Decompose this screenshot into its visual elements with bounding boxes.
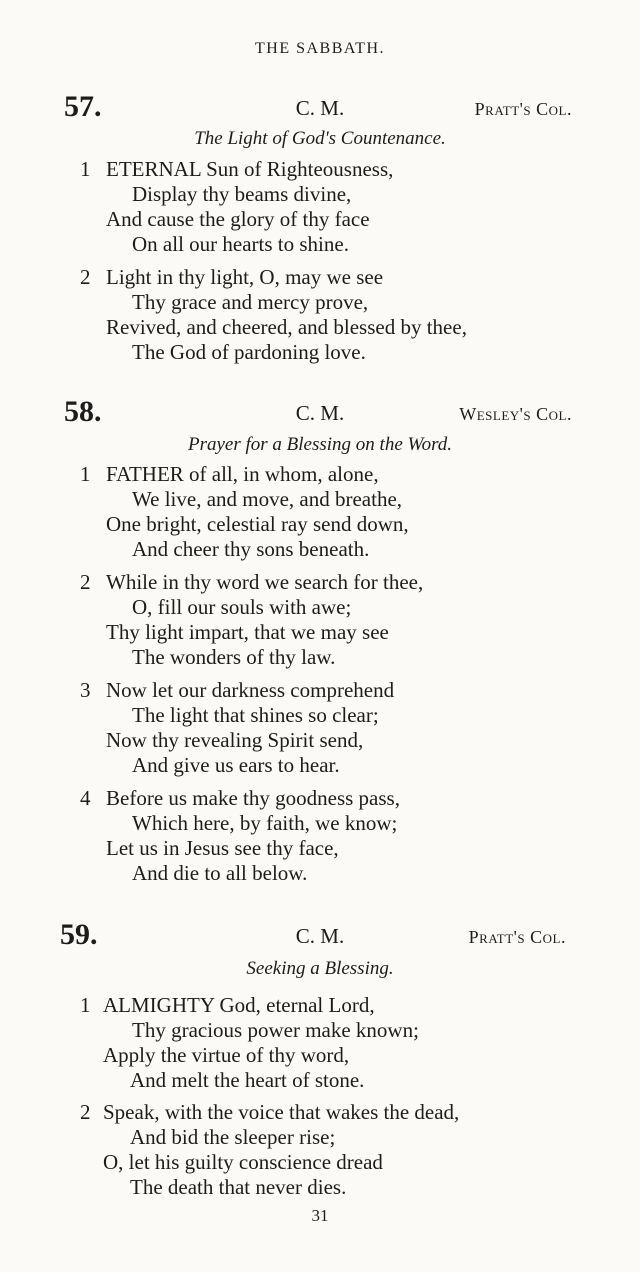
verse <box>0 462 640 562</box>
verse-number: 2 <box>80 1100 91 1124</box>
hymn-source: Pratt's Col. <box>468 927 566 947</box>
verse-number: 1 <box>80 462 91 486</box>
verse-line: And give us ears to hear. <box>132 753 340 777</box>
verse-number: 1 <box>80 993 91 1017</box>
verse-line: Apply the virtue of thy word, <box>103 1043 350 1067</box>
hymn-subtitle: Seeking a Blessing. <box>246 958 394 979</box>
verse-line: Let us in Jesus see thy face, <box>106 836 339 860</box>
verse-line: ETERNAL Sun of Righteousness, <box>106 157 394 181</box>
verse <box>0 678 640 778</box>
verse <box>0 1100 640 1200</box>
verse-line: And bid the sleeper rise; <box>130 1125 336 1149</box>
verse-line: Light in thy light, O, may we see <box>106 265 384 289</box>
verse-line: Before us make thy goodness pass, <box>106 786 400 810</box>
verse-line: We live, and move, and breathe, <box>132 487 403 511</box>
verse <box>0 570 640 670</box>
verse-line: And cheer thy sons beneath. <box>132 537 370 561</box>
hymn-source: Wesley's Col. <box>459 404 572 424</box>
verse-line: Now let our darkness comprehend <box>106 678 395 702</box>
verse-line: The God of pardoning love. <box>132 340 366 364</box>
verse-number: 2 <box>80 265 91 289</box>
verse-line: On all our hearts to shine. <box>132 232 349 256</box>
verse-line: ALMIGHTY God, eternal Lord, <box>103 993 375 1017</box>
verse <box>0 993 640 1093</box>
verse-line: FATHER of all, in whom, alone, <box>106 462 379 486</box>
verse-line: While in thy word we search for thee, <box>106 570 424 594</box>
verse <box>0 786 640 886</box>
hymn-meter: C. M. <box>295 401 345 425</box>
verse-number: 2 <box>80 570 91 594</box>
verse-line: Speak, with the voice that wakes the dead, <box>103 1100 460 1124</box>
verse-line: The wonders of thy law. <box>132 645 336 669</box>
verse-line: One bright, celestial ray send down, <box>106 512 409 536</box>
hymn-source: Pratt's Col. <box>474 99 572 119</box>
hymn-number: 58. <box>64 395 102 428</box>
hymn-number: 59. <box>60 918 98 951</box>
verse-line: Which here, by faith, we know; <box>132 811 398 835</box>
hymn-meter: C. M. <box>295 924 345 948</box>
hymn-header <box>0 920 640 950</box>
page-number: 31 <box>311 1206 329 1225</box>
hymn-header <box>0 92 640 122</box>
verse-line: And melt the heart of stone. <box>130 1068 365 1092</box>
verse-number: 4 <box>80 786 91 810</box>
verse-line: Thy gracious power make known; <box>132 1018 419 1042</box>
hymn-subtitle: Prayer for a Blessing on the Word. <box>187 434 453 455</box>
verse-line: And die to all below. <box>132 861 308 885</box>
verse-line: The light that shines so clear; <box>132 703 379 727</box>
verse-line: O, let his guilty conscience dread <box>103 1150 383 1174</box>
hymn-subtitle: The Light of God's Countenance. <box>194 128 446 149</box>
verse-number: 3 <box>80 678 91 702</box>
hymn-meter: C. M. <box>295 96 345 120</box>
verse-line: Revived, and cheered, and blessed by thee, <box>106 315 467 339</box>
verse-line: The death that never dies. <box>130 1175 347 1199</box>
running-head: THE SABBATH. <box>254 40 385 57</box>
verse-line: O, fill our souls with awe; <box>132 595 352 619</box>
hymn-number: 57. <box>64 90 102 123</box>
verse-line: Thy light impart, that we may see <box>106 620 389 644</box>
verse <box>0 157 640 257</box>
verse-line: And cause the glory of thy face <box>106 207 370 231</box>
verse <box>0 265 640 365</box>
verse-number: 1 <box>80 157 91 181</box>
verse-line: Thy grace and mercy prove, <box>132 290 369 314</box>
verse-line: Now thy revealing Spirit send, <box>106 728 364 752</box>
hymn-header <box>0 397 640 427</box>
verse-line: Display thy beams divine, <box>132 182 352 206</box>
